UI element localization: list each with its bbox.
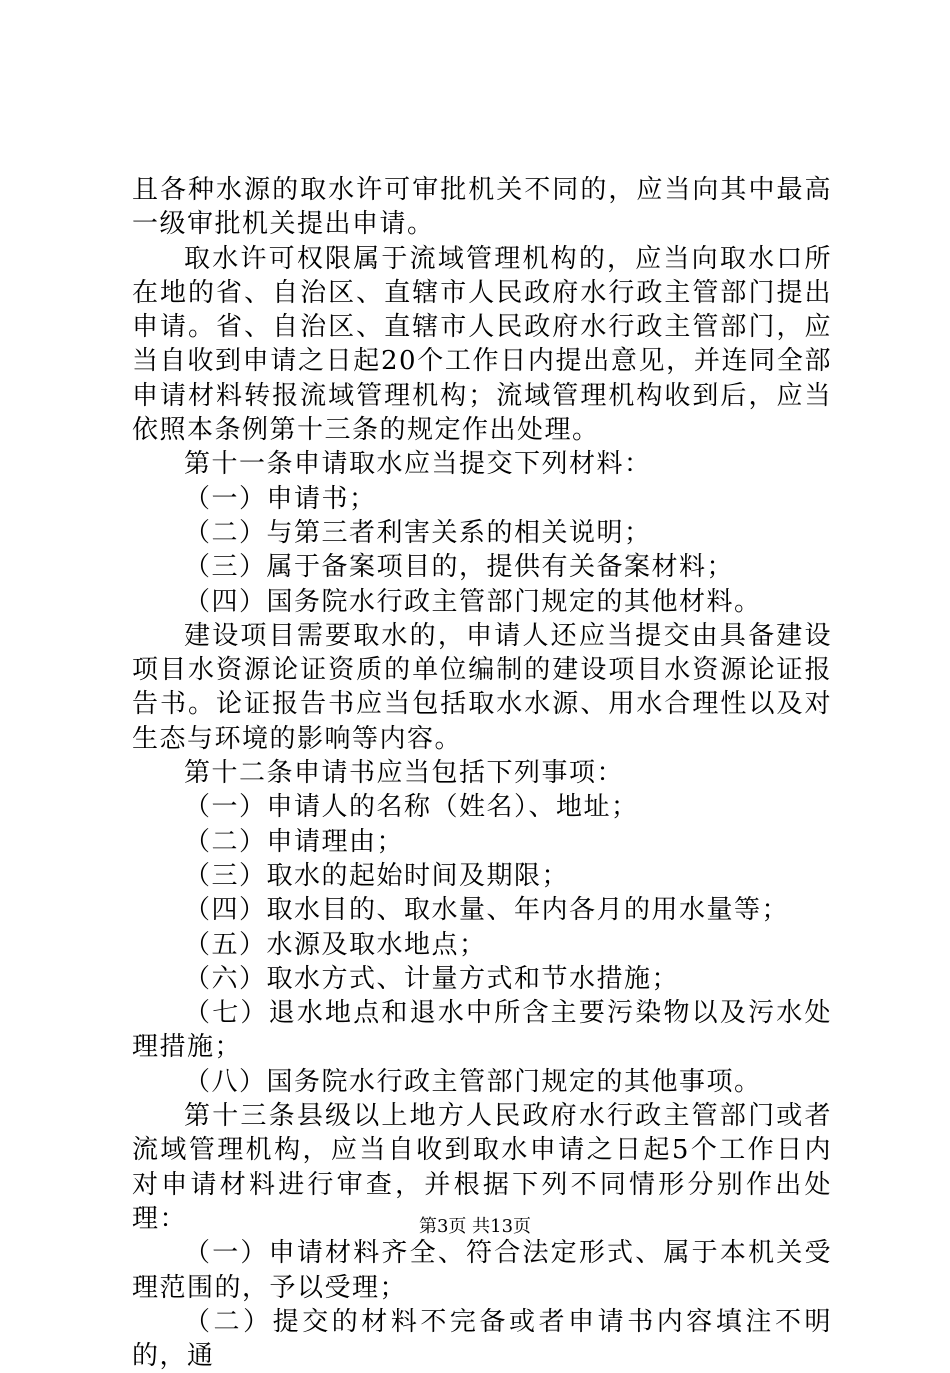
list-item: （三）取水的起始时间及期限；: [184, 860, 570, 891]
list-item: （四）国务院水行政主管部门规定的其他材料。: [184, 586, 762, 617]
paragraph: 取水许可权限属于流域管理机构的，应当向取水口所在地的省、自治区、直辖市人民政府水行政主管部门提出申请。省、自治区、直辖市人民政府水行政主管部门，应当自收到申请之日起20个工作日内提出意见，并连同全部申请材料转报流域管理机构；流域管理机构收到后，应当依照本条例第十三条的规定作出处理。: [132, 243, 832, 446]
page-footer: [0, 1216, 950, 1238]
paragraph: 且各种水源的取水许可审批机关不同的，应当向其中最高一级审批机关提出申请。: [132, 175, 832, 240]
list-item: （二）提交的材料不完备或者申请书内容填注不明的，通: [132, 1306, 832, 1372]
page-number: 第3页 共13页: [418, 1216, 532, 1237]
list-item: （一）申请书；: [184, 483, 377, 514]
list-item: （六）取水方式、计量方式和节水措施；: [184, 963, 680, 994]
list-item: （四）取水目的、取水量、年内各月的用水量等；: [184, 895, 790, 926]
article-heading: 第十一条申请取水应当提交下列材料：: [184, 449, 652, 480]
list-item: （一）申请材料齐全、符合法定形式、属于本机关受理范围的，予以受理；: [132, 1238, 832, 1303]
article-paragraph: 第十三条县级以上地方人民政府水行政主管部门或者流域管理机构，应当自收到取水申请之日起5个工作日内对申请材料进行审查，并根据下列不同情形分别作出处理：: [132, 1101, 832, 1234]
list-item: （八）国务院水行政主管部门规定的其他事项。: [184, 1066, 762, 1097]
list-item: （三）属于备案项目的，提供有关备案材料；: [184, 552, 735, 583]
list-item: （二）申请理由；: [184, 826, 405, 857]
list-item: （一）申请人的名称（姓名）、地址；: [184, 792, 639, 823]
list-item: （五）水源及取水地点；: [184, 929, 487, 960]
list-item: （二）与第三者利害关系的相关说明；: [184, 517, 652, 548]
document-body: [132, 173, 832, 1373]
article-heading: 第十二条申请书应当包括下列事项：: [184, 758, 625, 789]
list-item: （七）退水地点和退水中所含主要污染物以及污水处理措施；: [132, 998, 832, 1063]
paragraph: 建设项目需要取水的，申请人还应当提交由具备建设项目水资源论证资质的单位编制的建设项目水资源论证报告书。论证报告书应当包括取水水源、用水合理性以及对生态与环境的影响等内容。: [132, 620, 832, 754]
